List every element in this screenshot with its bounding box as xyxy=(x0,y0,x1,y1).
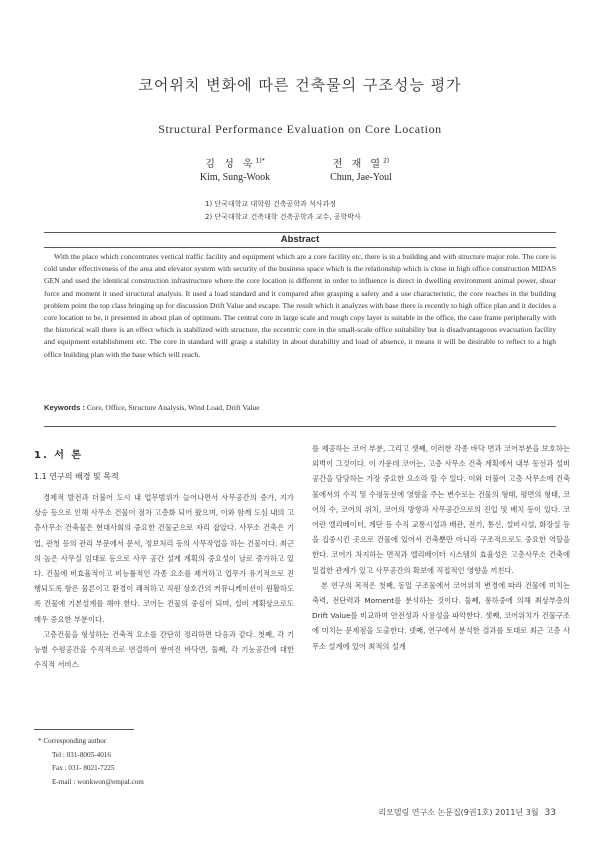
right-column xyxy=(312,441,570,654)
keywords-list: Core, Office, Structure Analysis, Wind Load, Drift Value xyxy=(86,403,260,412)
footnote-tel: Tel : 031-8005-4016 xyxy=(52,750,111,759)
page-number: 33 xyxy=(544,808,556,818)
left-column xyxy=(34,490,294,672)
section-heading: 1. 서 론 xyxy=(34,450,84,461)
author-2-sup: 2) xyxy=(383,157,390,165)
footnote-email: E-mail : wonkwon@empal.com xyxy=(52,777,144,786)
abstract-text: With the place which concentrates vertical traffic facility and equipment which are a core facility etc, there is in a building and with structure major role. The core is cold under effectiveness of the area and elevator system with security of the business space which is the relationship which is close in high office construction MIDAS GEN and used the identical construction infrastructure where the core location is different in order to influence is direct in dwelling environment animal power, shear force and moment it used structural analysis. It used a load standard and it compared after grasping a safety and a use characteristic, the core reaches in the building problem point the top class bringing up for discussion Drift Value and escape. The result which it analyzes with base there is recently to high office plan and it decides a core location to be, it presented in about plan of optimum. The central core in large scale and rough copy layer is suitable in the office, the case frame peripherally with the historical wall there is an effect which is stabilized with structure, the eccentric core in the small-scale office suitability but is disadvantageous evacuation facility and equipment establishment etc. The core in standard will grasp a stability in about durability and load of absence, it means it will be desirable to reflect to a high office building plan with the base which will reach. xyxy=(44,252,556,359)
author-1 xyxy=(170,155,300,183)
author-1-name-ko: 김 성 욱 xyxy=(205,159,256,170)
paragraph: 를 제공하는 코어 부분, 그리고 셋째, 이러한 각종 바닥 면과 코어부분을 보호하는 외벽이 그것이다. 이 가운데 코어는, 고층 사무소 건축 계획에서 내부 동선과 설비공간을 담당하는 가장 중요한 요소라 할 수 있다. 이와 더불어 고층 사무소에 건축물에서의 수직 및 수평동선에 영향을 주는 변수로는 건물의 형태, 평면의 형태, 코어의 수, 코어의 위치, 코어의 방향과 사무공간으로의 진입 및 배치 등이 있다. 코어란 엘리베이터, 계단 등 수직 교통시설과 배관, 전기, 통신, 설비시설, 화장실 등을 집중시킨 곳으로 건물에 있어서 건축뿐만 아니라 구조적으로도 중요한 역할을 한다. 코어가 차지하는 면적과 엘리베이터 시스템의 효율성은 고층사무소 건축에 밀접한 관계가 있고 사무공간의 확보에 직접적인 영향을 끼친다. xyxy=(312,444,570,575)
paragraph: 본 연구의 목적은 첫째, 동일 구조물에서 코어위치 변경에 따라 건물에 미치는 축력, 전단력과 Moment를 분석하는 것이다. 둘째, 풍하중에 의해 최상부층의 Drift Value를 비교하며 안전성과 사용성을 파악한다. 셋째, 코어위치가 건물구조에 미치는 문제점을 도출한다. 넷째, 연구에서 분석한 결과를 토대로 최근 고층 사무소 설계에 있어 최적의 설계 xyxy=(312,580,570,651)
paragraph: 고층건물을 형성하는 건축적 요소를 간단히 정리하면 다음과 같다. 첫째, 각 기능별 수평공간을 수직적으로 연결하여 쌓여진 바닥면, 둘째, 각 기능공간에 대한 수직적 서비스 xyxy=(34,629,294,670)
footnote-rule xyxy=(34,729,134,730)
subsection-heading: 1.1 연구의 배경 및 목적 xyxy=(34,472,119,481)
keywords-label: Keywords : xyxy=(44,403,85,412)
author-1-name-en: Kim, Sung-Wook xyxy=(199,172,271,183)
abstract-bottom-rule xyxy=(44,426,556,427)
footnote-fax: Fax : 031- 8021-7225 xyxy=(52,764,115,772)
footnote-label: * Corresponding author xyxy=(38,737,107,745)
journal-citation: 리모델링 연구소 논문집(9권1호) 2011년 3월 xyxy=(378,808,539,817)
author-2 xyxy=(296,155,426,183)
title-english: Structural Performance Evaluation on Core Location xyxy=(158,122,442,136)
keywords xyxy=(44,403,556,412)
paragraph: 경제적 발전과 더불어 도시 내 업무범위가 늘어나면서 사무공간의 증가, 지가 상승 등으로 인해 사무소 건물이 점차 고층화 되어 왔으며, 이와 함께 도심 내의 고층사무소 건축물은 현대사회의 중요한 건물군으로 자리 잡았다. 사무소 건축은 기업, 관청 등의 관리 부문에서 문서, 정보처리 등의 사무작업을 하는 건물이다. 최근의 높은 사무실 임대료 등으로 사무 공간 설계 계획의 중요성이 날로 증가하고 있다. 건물에 비효율적이고 비능률적인 각종 요소를 제거하고 업무가 유기적으로 진행되도록 함은 물론이고 환경이 쾌적하고 직원 상호간의 커뮤니케이션이 원활하도록 건물에 기본설계를 해야 한다. 코어는 건물의 중심이 되며, 설비 계획상으로도 매우 중요한 부분이다. xyxy=(34,493,294,624)
running-footer xyxy=(378,807,556,818)
author-2-name-en: Chun, Jae-Youl xyxy=(330,172,392,183)
footnote xyxy=(38,735,144,789)
affiliation-2: 2) 단국대학교 건축대학 건축공학과 교수, 공학박사 xyxy=(205,213,361,221)
abstract-heading-rule xyxy=(44,247,556,248)
title-korean: 코어위치 변화에 따른 건축물의 구조성능 평가 xyxy=(138,76,462,94)
affiliation-1: 1) 단국대학교 대학원 건축공학과 석사과정 xyxy=(205,200,337,208)
affiliations xyxy=(205,198,361,224)
author-1-sup: 1)* xyxy=(255,157,265,165)
abstract-heading: Abstract xyxy=(280,234,320,245)
author-2-name-ko: 전 재 열 xyxy=(332,159,384,170)
abstract-top-rule xyxy=(44,232,556,233)
